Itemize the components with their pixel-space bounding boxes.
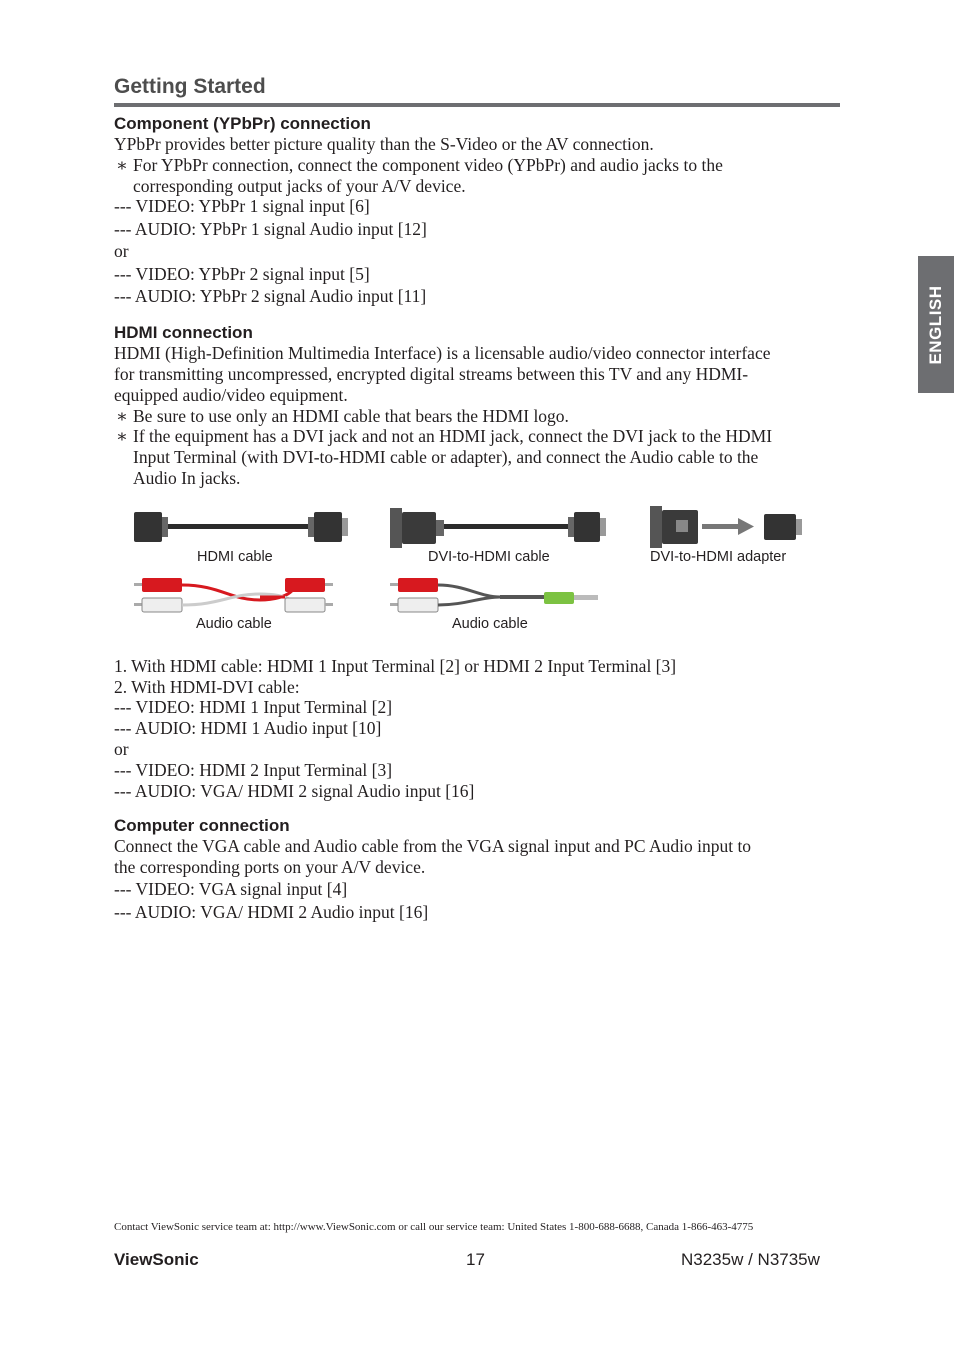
dvi-hdmi-adapter-image: [650, 506, 802, 548]
hdmi-heading: HDMI connection: [114, 323, 253, 342]
hdmi-video-2: --- VIDEO: HDMI 2 Input Terminal [3]: [114, 760, 393, 780]
component-or: or: [114, 241, 129, 261]
hdmi-note-2-line1: If the equipment has a DVI jack and not an HDMI jack, connect the DVI jack to the HDMI: [133, 426, 773, 446]
hdmi-note-2-line2: Input Terminal (with DVI-to-HDMI cable or adapter), and connect the Audio cable to the: [133, 447, 759, 467]
dvi-hdmi-cable-caption: DVI-to-HDMI cable: [428, 549, 550, 565]
component-video-2: --- VIDEO: YPbPr 2 signal input [5]: [114, 264, 370, 284]
hdmi-audio-2: --- AUDIO: VGA/ HDMI 2 signal Audio input [16]: [114, 781, 475, 801]
component-intro: YPbPr provides better picture quality than the S-Video or the AV connection.: [114, 134, 654, 154]
footer-brand: ViewSonic: [114, 1250, 199, 1269]
component-heading: Component (YPbPr) connection: [114, 114, 371, 133]
component-audio-1: --- AUDIO: YPbPr 1 signal Audio input [12]: [114, 219, 427, 239]
hdmi-cable-caption: HDMI cable: [197, 549, 273, 565]
dvi-hdmi-cable-image: [390, 508, 606, 548]
hdmi-intro-line3: equipped audio/video equipment.: [114, 385, 348, 405]
computer-intro-line2: the corresponding ports on your A/V device.: [114, 857, 426, 877]
footer-contact: Contact ViewSonic service team at: http://www.ViewSonic.com or call our service team: United States 1-800-688-6688, Canada 1-866-463-4775: [114, 1221, 754, 1233]
rca-audio-cable-caption: Audio cable: [196, 616, 272, 632]
title-rule: [114, 103, 840, 107]
hdmi-video-1: --- VIDEO: HDMI 1 Input Terminal [2]: [114, 697, 393, 717]
model-number: N3235w / N3735w: [681, 1250, 820, 1269]
language-tab: [918, 256, 954, 393]
component-audio-2: --- AUDIO: YPbPr 2 signal Audio input [11]: [114, 286, 427, 306]
hdmi-step-1: 1. With HDMI cable: HDMI 1 Input Terminal [2] or HDMI 2 Input Terminal [3]: [114, 656, 677, 676]
computer-audio: --- AUDIO: VGA/ HDMI 2 Audio input [16]: [114, 902, 429, 922]
page-title: Getting Started: [114, 75, 266, 98]
mini-jack-audio-cable-caption: Audio cable: [452, 616, 528, 632]
hdmi-step-2: 2. With HDMI-DVI cable:: [114, 677, 300, 697]
computer-heading: Computer connection: [114, 816, 290, 835]
mini-jack-audio-cable-image: [390, 578, 598, 612]
hdmi-audio-1: --- AUDIO: HDMI 1 Audio input [10]: [114, 718, 382, 738]
note-asterisk-icon: ∗: [116, 406, 128, 426]
language-tab-label: ENGLISH: [926, 284, 945, 365]
dvi-hdmi-adapter-caption: DVI-to-HDMI adapter: [650, 549, 787, 565]
computer-intro: [114, 836, 751, 878]
hdmi-intro-line1: HDMI (High-Definition Multimedia Interface) is a licensable audio/video connector interface: [114, 343, 771, 363]
hdmi-note-1: [116, 406, 569, 427]
hdmi-intro: [114, 343, 771, 406]
hdmi-note-2-line3: Audio In jacks.: [133, 468, 241, 488]
component-note-line1: For YPbPr connection, connect the component video (YPbPr) and audio jacks to the: [133, 155, 723, 175]
hdmi-note-2: [116, 426, 772, 489]
computer-video: --- VIDEO: VGA signal input [4]: [114, 879, 348, 899]
page-number: 17: [466, 1250, 485, 1269]
hdmi-cable-image: [134, 512, 348, 542]
rca-audio-cable-image: [134, 578, 333, 612]
component-note: [116, 155, 723, 197]
computer-intro-line1: Connect the VGA cable and Audio cable from the VGA signal input and PC Audio input to: [114, 836, 752, 856]
hdmi-note-1-text: Be sure to use only an HDMI cable that bears the HDMI logo.: [133, 406, 569, 426]
hdmi-or: or: [114, 739, 129, 759]
component-video-1: --- VIDEO: YPbPr 1 signal input [6]: [114, 196, 370, 216]
component-note-line2: corresponding output jacks of your A/V device.: [133, 176, 466, 196]
note-asterisk-icon: ∗: [116, 155, 128, 175]
hdmi-intro-line2: for transmitting uncompressed, encrypted digital streams between this TV and any HDMI-: [114, 364, 749, 384]
note-asterisk-icon: ∗: [116, 426, 128, 446]
